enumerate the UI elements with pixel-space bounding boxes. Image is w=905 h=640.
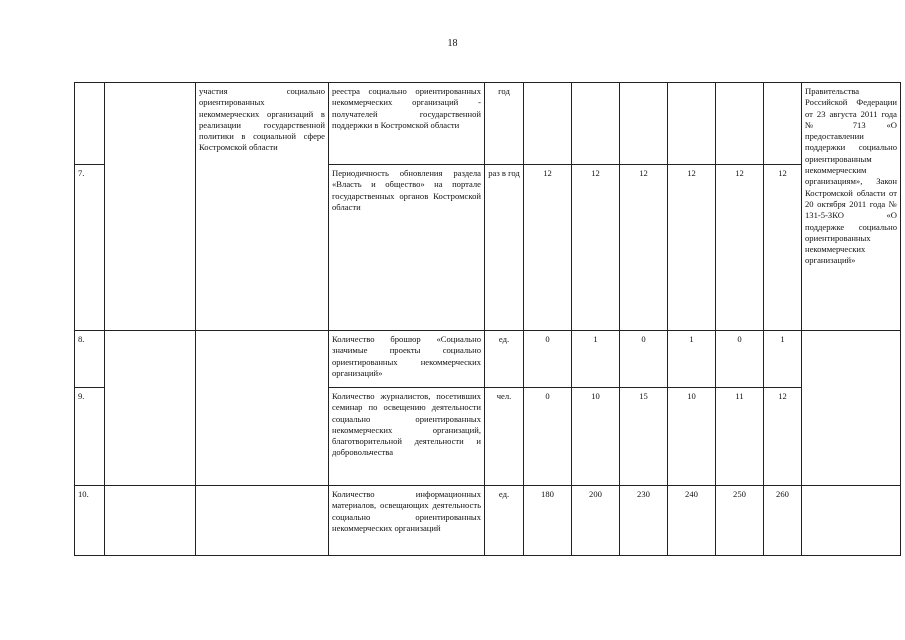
value-cell: 250 <box>716 486 764 556</box>
row-number <box>75 83 105 165</box>
indicators-table <box>74 82 901 556</box>
value-cell: 0 <box>524 388 572 486</box>
value-cell: 10 <box>572 388 620 486</box>
unit-cell: ед. <box>485 486 524 556</box>
value-cell: 10 <box>668 388 716 486</box>
value-cell: 12 <box>764 388 802 486</box>
value-cell: 12 <box>620 165 668 331</box>
empty-cell <box>105 83 196 331</box>
value-cell: 0 <box>716 331 764 388</box>
table-row <box>75 486 901 556</box>
value-cell: 12 <box>572 165 620 331</box>
value-cell: 240 <box>668 486 716 556</box>
row-number: 9. <box>75 388 105 486</box>
unit-cell: год <box>485 83 524 165</box>
value-cell: 180 <box>524 486 572 556</box>
indicator-cell: реестра социально ориентированных некоммерческих организаций - получателей государственной поддержки в Костромской области <box>329 83 485 165</box>
goal-cell: участия социально ориентированных некоммерческих организаций в реализации государственной политики в социальной сфере Костромской области <box>196 83 329 331</box>
value-cell: 12 <box>716 165 764 331</box>
indicator-cell: Периодичность обновления раздела «Власть и общество» на портале государственных органов Костромской области <box>329 165 485 331</box>
value-cell: 230 <box>620 486 668 556</box>
table-row <box>75 331 901 388</box>
value-cell: 15 <box>620 388 668 486</box>
value-cell: 11 <box>716 388 764 486</box>
value-cell <box>764 83 802 165</box>
value-cell <box>572 83 620 165</box>
value-cell <box>668 83 716 165</box>
unit-cell: раз в год <box>485 165 524 331</box>
unit-cell: чел. <box>485 388 524 486</box>
row-number: 10. <box>75 486 105 556</box>
value-cell <box>620 83 668 165</box>
value-cell: 12 <box>524 165 572 331</box>
indicator-cell: Количество брошюр «Социально значимые проекты социально ориентированных некоммерческих организаций» <box>329 331 485 388</box>
value-cell: 0 <box>524 331 572 388</box>
row-number: 7. <box>75 165 105 331</box>
value-cell: 1 <box>668 331 716 388</box>
legal-basis-cell: Правительства Российской Федерации от 23 августа 2011 года № 713 «О предоставлении поддержки социально ориентированным некоммерческим организациям», Закон Костромской области от 20 октября 2011 года № 131-5-ЗКО «О поддержке социально ориентированных некоммерческих организаций» <box>802 83 901 331</box>
empty-cell <box>802 486 901 556</box>
empty-cell <box>802 331 901 486</box>
unit-cell: ед. <box>485 331 524 388</box>
indicator-cell: Количество журналистов, посетивших семинар по освещению деятельности социально ориентированных некоммерческих организаций, благотворительной деятельности и добровольчества <box>329 388 485 486</box>
value-cell: 260 <box>764 486 802 556</box>
value-cell: 12 <box>668 165 716 331</box>
table-row <box>75 83 901 165</box>
value-cell: 200 <box>572 486 620 556</box>
page-number: 18 <box>447 38 458 49</box>
value-cell: 1 <box>764 331 802 388</box>
row-number: 8. <box>75 331 105 388</box>
value-cell <box>524 83 572 165</box>
value-cell: 1 <box>572 331 620 388</box>
empty-cell <box>196 331 329 486</box>
empty-cell <box>196 486 329 556</box>
indicator-cell: Количество информационных материалов, освещающих деятельность социально ориентированных некоммерческих организаций <box>329 486 485 556</box>
empty-cell <box>105 486 196 556</box>
empty-cell <box>105 331 196 486</box>
value-cell: 12 <box>764 165 802 331</box>
value-cell: 0 <box>620 331 668 388</box>
value-cell <box>716 83 764 165</box>
